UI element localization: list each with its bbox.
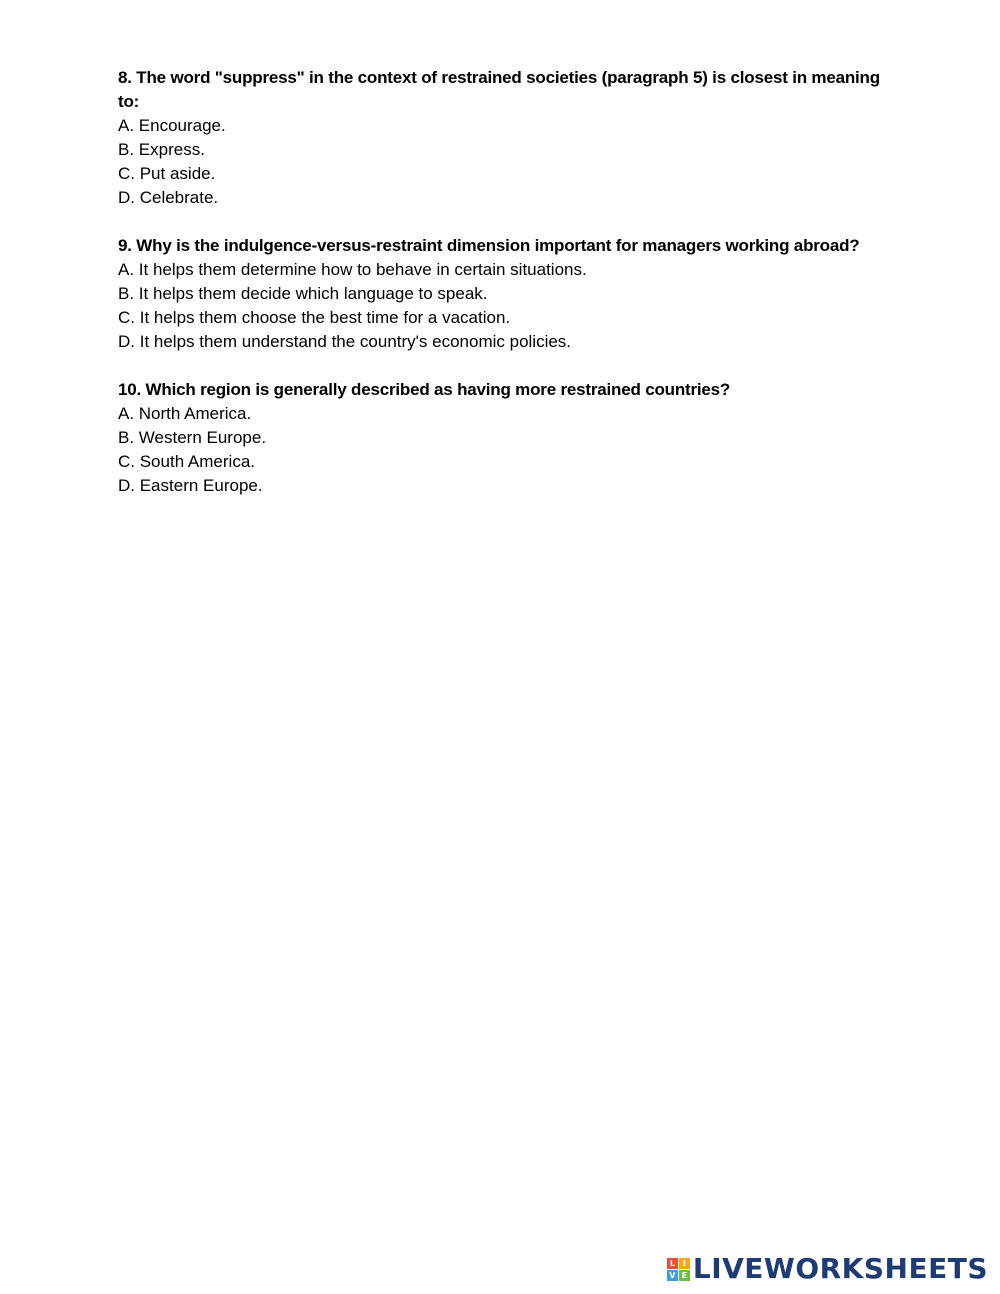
question-8-option-c: C. Put aside. [118,164,216,183]
logo-letter-i: I [679,1258,690,1269]
question-10-title: 10. Which region is generally described as having more restrained countries? [118,380,731,399]
question-9-option-b: B. It helps them decide which language to speak. [118,284,488,303]
worksheet-content [118,66,898,522]
liveworksheets-logo [667,1254,988,1284]
question-9-option-c: C. It helps them choose the best time for a vacation. [118,308,511,327]
question-8-option-a: A. Encourage. [118,116,226,135]
question-8-title: 8. The word "suppress" in the context of restrained societies (paragraph 5) is closest in meaning to: [118,68,880,111]
liveworksheets-logo-text: LIVEWORKSHEETS [692,1252,988,1285]
logo-letter-e: E [679,1270,690,1281]
question-10-option-d: D. Eastern Europe. [118,476,263,495]
question-9-option-d: D. It helps them understand the country's economic policies. [118,332,572,351]
logo-letter-l: L [667,1258,678,1269]
question-10-option-c: C. South America. [118,452,256,471]
question-10-option-a: A. North America. [118,404,252,423]
question-8-option-d: D. Celebrate. [118,188,219,207]
question-8-option-b: B. Express. [118,140,205,159]
question-8 [118,66,898,210]
logo-letter-v: V [667,1270,678,1281]
question-10-option-b: B. Western Europe. [118,428,267,447]
question-9-title: 9. Why is the indulgence-versus-restraint dimension important for managers working abroad? [118,236,860,255]
question-9 [118,234,898,354]
question-9-option-a: A. It helps them determine how to behave in certain situations. [118,260,587,279]
liveworksheets-logo-icon [667,1258,690,1281]
question-10 [118,378,898,498]
